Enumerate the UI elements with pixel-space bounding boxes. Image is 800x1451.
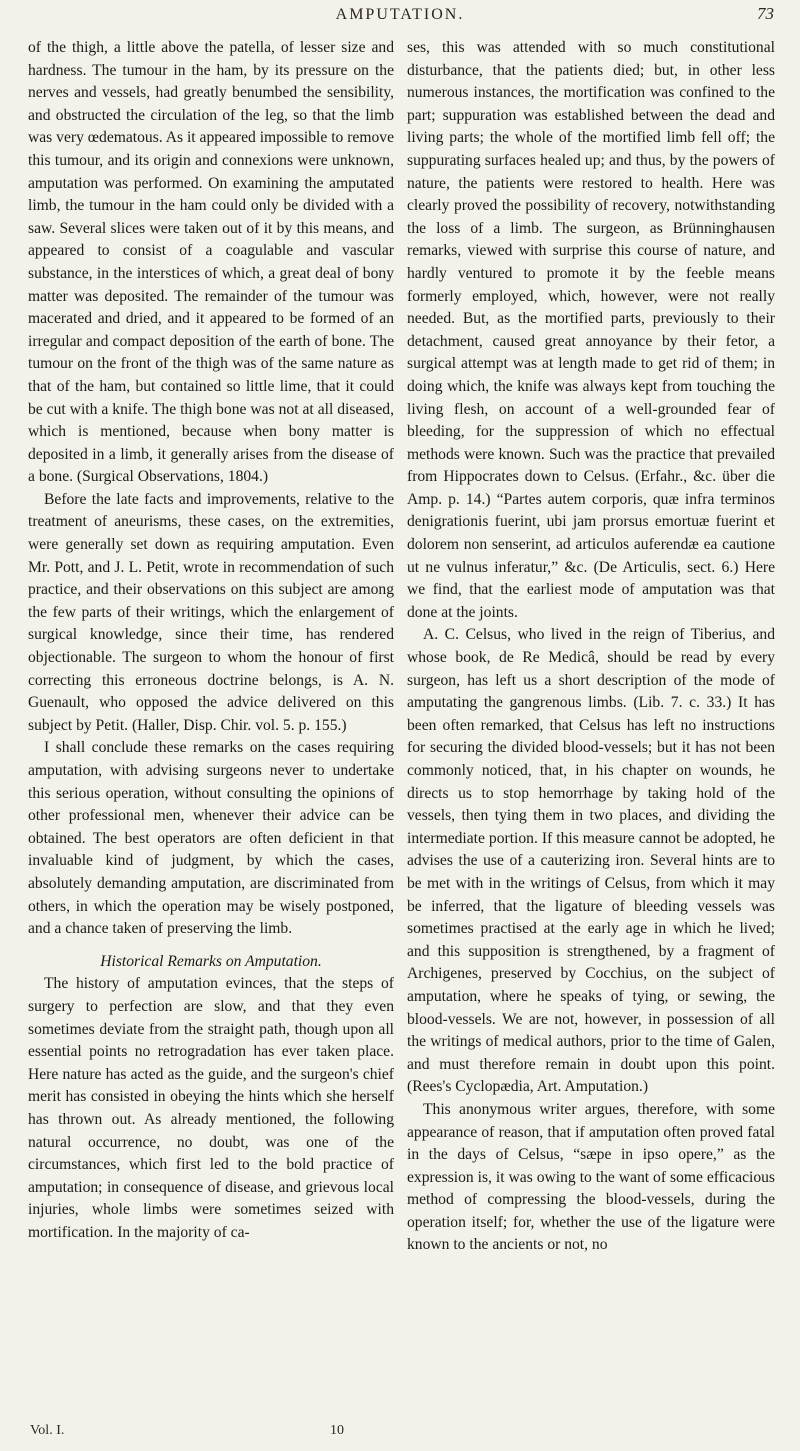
paragraph: A. C. Celsus, who lived in the reign of Tiberius, and whose book, de Re Medicâ, should be read by every surgeon, has left us a short description of the mode of amputating the gangrenous limbs. (Lib. 7. c. 33.) It has been often remarked, that Celsus has left no instructions for securing the divided blood-vessels; but it has not been commonly noticed, that, in his chapter on wounds, he directs us to stop hemorrhage by taking hold of the vessels, then tying them in two places, and dividing the intermediate portion. If this measure cannot be adopted, he advises the use of a cauterizing iron. Several hints are to be met with in the writings of Celsus, from which it may be inferred, that the ligature of bleeding vessels was sometimes practised at the early age in which he lived; and this supposition is strengthened, by a fragment of Archigenes, preserved by Cocchius, on the subject of amputation, where he speaks of tying, or sewing, the blood-vessels. We are not, however, in possession of all the writings of medical authors, prior to the time of Galen, and must therefore remain in doubt upon this point. (Rees's Cyclopædia, Art. Amputation.) — [407, 626, 775, 1096]
signature-mark: 10 — [330, 1423, 344, 1438]
page-number: 73 — [757, 4, 774, 23]
section-heading: Historical Remarks on Amputation. — [100, 952, 322, 970]
paragraph: I shall conclude these remarks on the cases requiring amputation, with advising surgeons never to undertake this serious operation, without consulting the opinions of other professional men, whenever their advice can be obtained. The best operators are often deficient in that invaluable kind of judgment, by which the cases, absolutely demanding amputation, are discriminated from others, in which the operation may be wisely postponed, and a chance taken of preserving the limb. — [28, 739, 394, 938]
running-head-title: AMPUTATION. — [335, 6, 465, 23]
paragraph: of the thigh, a little above the patella, of lesser size and hardness. The tumour in the ham, by its pressure on the nerves and vessels, had greatly benumbed the sensibility, and obstructed the circulation of the leg, so that the limb was very œdematous. As it appeared impossible to remove this tumour, and its origin and connexions were unknown, amputation was performed. On examining the amputated limb, the tumour in the ham could only be divided with a saw. Several slices were taken out of it by this means, and appeared to consist of a coagulable and vascular substance, in the interstices of which, a great deal of bony matter was deposited. The remainder of the tumour was macerated and dried, and it appeared to be formed of an irregular and compact deposition of the earth of bone. The tumour on the front of the thigh was of the same nature as that of the ham, but contained so little lime, that it could be cut with a knife. The thigh bone was not at all diseased, which is mentioned, because when bony matter is deposited in a limb, it generally arises from the disease of a bone. (Surgical Observations, 1804.) — [28, 39, 394, 486]
running-head — [0, 4, 800, 30]
right-column — [407, 37, 775, 1257]
paragraph: This anonymous writer argues, therefore, with some appearance of reason, that if amputation often proved fatal in the days of Celsus, “sæpe in ipso opere,” as the expression is, it was owing to the want of some efficacious method of compressing the blood-vessels, during the operation itself; for, whether the use of the ligature were known to the ancients or not, no — [407, 1100, 775, 1254]
page-footer — [30, 1423, 390, 1447]
paragraph: ses, this was attended with so much constitutional disturbance, that the patients died; but, in other less numerous instances, the mortification was confined to the part; suppuration was established between the dead and living parts; the whole of the mortified limb fell off; the suppurating surfaces healed up; and thus, by the powers of nature, the patients were restored to health. Here was clearly proved the possibility of recovery, notwithstanding the loss of a limb. The surgeon, as Brünninghausen remarks, viewed with surprise this course of nature, and hardly ventured to promote it by the feeble means formerly employed, which, however, were not really needed. But, as the mortified parts, previously to their detachment, caused great annoyance by their fetor, a surgical attempt was at length made to get rid of them; in doing which, the knife was always kept from touching the living flesh, on account of a well-grounded fear of bleeding, for the suppression of which no effectual methods were known. Such was the practice that prevailed from Hippocrates down to Celsus. (Erfahr., &c. über die Amp. p. 14.) “Partes autem corporis, quæ infra terminos denigrationis fuerint, ubi jam prorsus emortuæ fuerint et dolorem non senserint, ad articulos auferendæ ea cautione ut ne vulnus inferatur,” &c. (De Articulis, sect. 6.) Here we find, that the earliest mode of amputation was that done at the joints. — [407, 39, 775, 621]
left-column — [28, 37, 394, 1244]
paragraph: The history of amputation evinces, that the steps of surgery to perfection are slow, and that they even sometimes deviate from the straight path, though upon all essential points no retrogradation has ever taken place. Here nature has acted as the guide, and the surgeon's chief merit has consisted in obeying the hints which she herself has thrown out. As already mentioned, the following natural occurrence, no doubt, was one of the circumstances, which first led to the bold practice of amputation; in consequence of disease, and grievous local injuries, whole limbs were sometimes seized with mortification. In the majority of ca- — [28, 975, 394, 1241]
paragraph: Before the late facts and improvements, relative to the treatment of aneurisms, these cases, on the extremities, were generally set down as requiring amputation. Even Mr. Pott, and J. L. Petit, wrote in recommendation of such practice, and their observations on this subject are among the few parts of their writings, which the enlargement of surgical knowledge, since their time, has rendered objectionable. The surgeon to whom the honour of first correcting this erroneous doctrine belongs, is A. N. Guenault, who opposed the advice delivered on this subject by Petit. (Haller, Disp. Chir. vol. 5. p. 155.) — [28, 490, 394, 734]
volume-mark: Vol. I. — [30, 1423, 65, 1438]
